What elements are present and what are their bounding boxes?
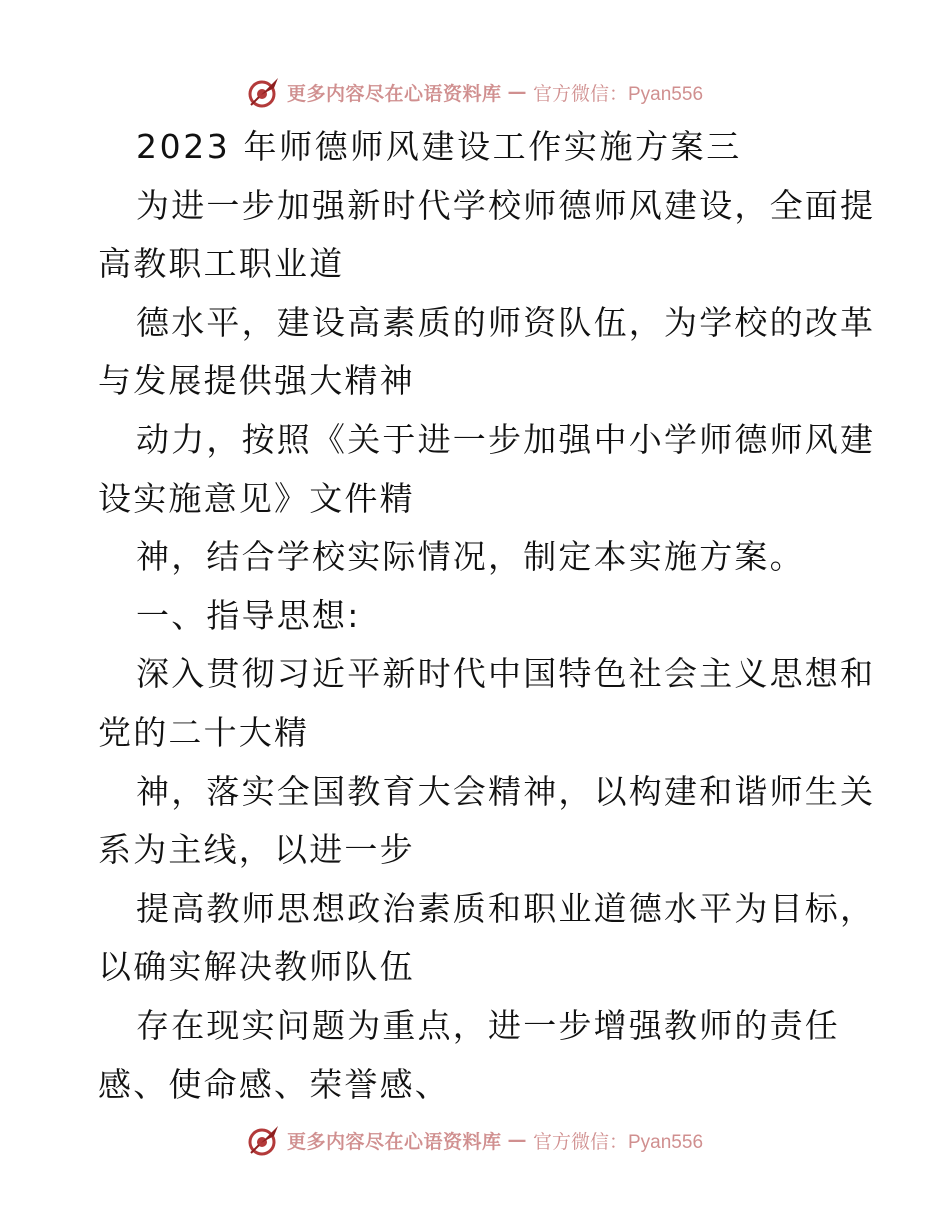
paragraph-line: 系为主线，以进一步 — [98, 830, 415, 870]
watermark-dash: — — [507, 81, 527, 103]
paragraph-line: 为进一步加强新时代学校师德师风建设，全面提 — [136, 185, 876, 225]
watermark-text: 更多内容尽在心语资料库 — [286, 82, 502, 105]
paragraph-line: 德水平，建设高素质的师资队伍，为学校的改革 — [136, 302, 876, 342]
document-body — [98, 118, 876, 1114]
paragraph-line: 动力，按照《关于进一步加强中小学师德师风建 — [136, 419, 876, 459]
header-watermark — [0, 72, 950, 112]
watermark-contact: 官方微信：Pyan556 — [533, 1131, 704, 1153]
paragraph-line: 深入贯彻习近平新时代中国特色社会主义思想和 — [136, 654, 876, 694]
quill-logo-icon — [247, 75, 281, 109]
paragraph-line: 神，结合学校实际情况，制定本实施方案。 — [136, 537, 805, 577]
paragraph-line: 党的二十大精 — [98, 712, 310, 752]
paragraph-line: 存在现实问题为重点，进一步增强教师的责任 — [136, 1005, 840, 1045]
section-heading: 一、指导思想: — [136, 595, 361, 635]
paragraph-line: 与发展提供强大精神 — [98, 361, 415, 401]
quill-logo-icon — [247, 1123, 281, 1157]
document-title: 2023 年师德师风建设工作实施方案三 — [136, 127, 742, 166]
paragraph-line: 感、使命感、荣誉感、 — [98, 1064, 450, 1104]
watermark-text: 更多内容尽在心语资料库 — [286, 1130, 502, 1153]
paragraph-line: 以确实解决教师队伍 — [98, 947, 415, 987]
watermark-dash: — — [507, 1129, 527, 1151]
watermark-contact: 官方微信：Pyan556 — [533, 83, 704, 105]
paragraph-line: 设实施意见》文件精 — [98, 478, 415, 518]
paragraph-line: 神，落实全国教育大会精神，以构建和谐师生关 — [136, 771, 876, 811]
footer-watermark — [0, 1120, 950, 1160]
paragraph-line: 高教职工职业道 — [98, 244, 345, 284]
paragraph-line: 提高教师思想政治素质和职业道德水平为目标， — [136, 888, 876, 928]
